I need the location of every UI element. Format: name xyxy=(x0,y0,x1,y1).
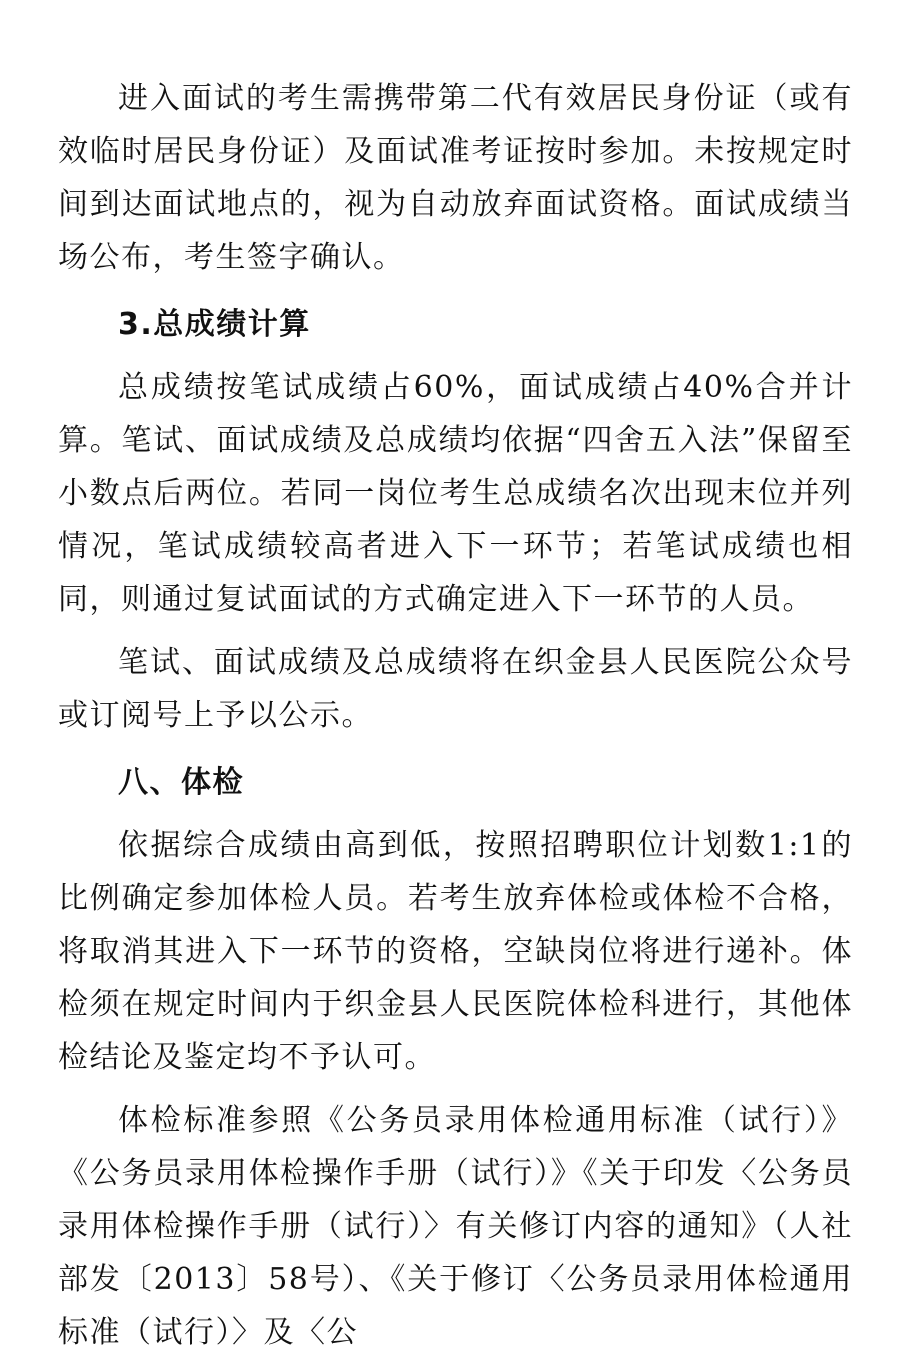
paragraph-physical-exam-procedure: 依据综合成绩由高到低，按照招聘职位计划数1:1的比例确定参加体检人员。若考生放弃体检或体检不合格，将取消其进入下一环节的资格，空缺岗位将进行递补。体检须在规定时间内于织金县人民医院体检科进行，其他体检结论及鉴定均不予认可。 xyxy=(58,828,853,1075)
section-heading-total-score: 3.总成绩计算 xyxy=(118,307,311,342)
paragraph-interview-requirements: 进入面试的考生需携带第二代有效居民身份证（或有效临时居民身份证）及面试准考证按时参加。未按规定时间到达面试地点的，视为自动放弃面试资格。面试成绩当场公布，考生签字确认。 xyxy=(58,81,853,275)
paragraph-total-score-calculation: 总成绩按笔试成绩占60%，面试成绩占40%合并计算。笔试、面试成绩及总成绩均依据“四舍五入法”保留至小数点后两位。若同一岗位考生总成绩名次出现末位并列情况，笔试成绩较高者进入下一环节；若笔试成绩也相同，则通过复试面试的方式确定进入下一环节的人员。 xyxy=(58,370,853,617)
paragraph-score-publication: 笔试、面试成绩及总成绩将在织金县人民医院公众号或订阅号上予以公示。 xyxy=(58,645,853,733)
section-heading-physical-exam: 八、体检 xyxy=(118,765,244,800)
paragraph-physical-exam-standards: 体检标准参照《公务员录用体检通用标准（试行）》《公务员录用体检操作手册（试行）》《关于印发〈公务员录用体检操作手册（试行）〉有关修订内容的通知》（人社部发〔2013〕58号）、《关于修订〈公务员录用体检通用标准（试行）〉及〈公 xyxy=(58,1103,853,1350)
